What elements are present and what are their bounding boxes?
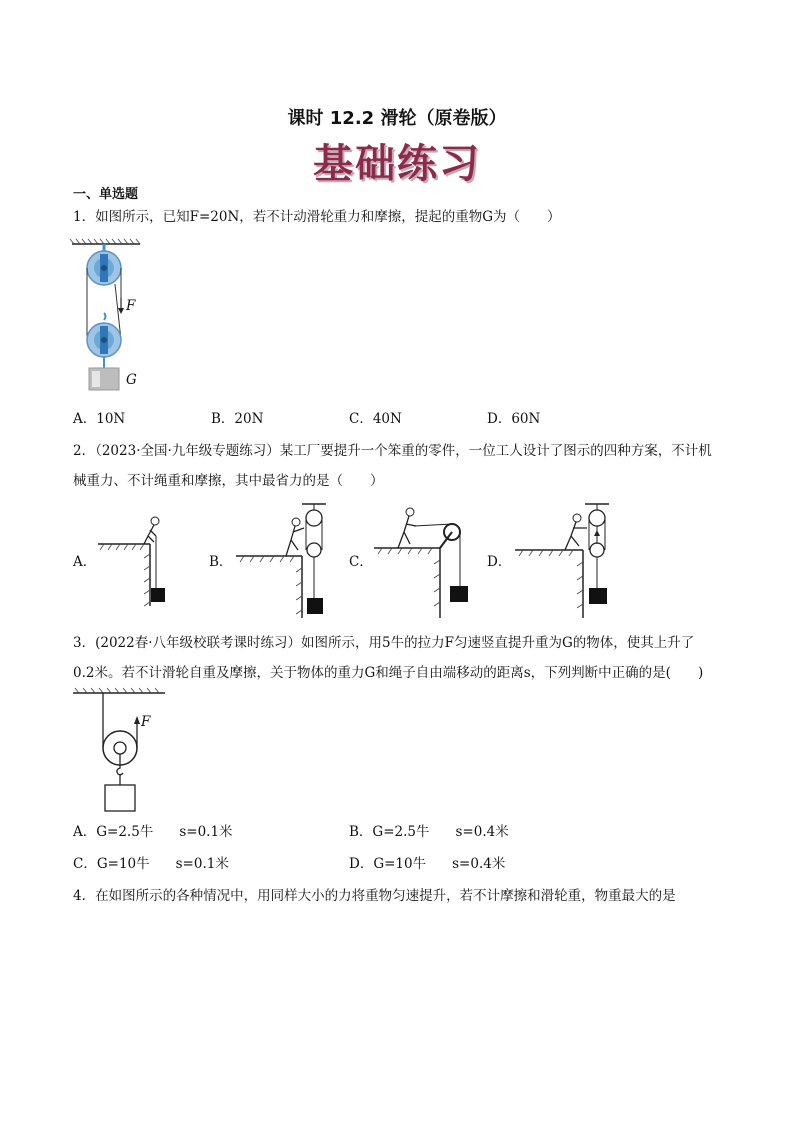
q3-stem-line1: 3．(2022春·八年级校联考课时练习）如图所示，用5牛的拉力F匀速竖直提升重为G的物体，使其上升了 [73,635,695,651]
q1-weight-label: G [126,372,137,388]
q1-option-d[interactable]: D．60N [487,411,541,427]
q3-option-a-weight: G=2.5牛 [96,824,154,840]
q2-stem-line2: 械重力、不计绳重和摩擦，其中最省力的是（ ） [73,473,384,489]
q3-pulley-figure [73,690,173,814]
q3-option-b[interactable] [349,822,509,842]
section-heading: 一、单选题 [73,187,139,202]
q3-option-a[interactable] [73,822,233,842]
q2-option-c[interactable]: C． [349,554,373,570]
q4-stem: 4．在如图所示的各种情况中，用同样大小的力将重物匀速提升，若不计摩擦和滑轮重，物重最大的是 [73,888,676,904]
q2-figure-a [98,508,180,608]
q3-option-c-weight: G=10牛 [96,856,150,872]
q2-option-a[interactable]: A． [73,554,97,570]
page-title: 课时 12.2 滑轮（原卷版） [287,108,507,129]
q3-option-c-distance: s=0.1米 [175,856,229,872]
q1-pulley-figure [70,238,160,398]
q1-stem: 1．如图所示，已知F=20N，若不计动滑轮重力和摩擦，提起的重物G为（ ） [73,209,561,225]
q3-option-d-letter: D． [349,856,374,872]
q1-force-label: F [126,298,136,314]
q3-stem-line2: 0.2米。若不计滑轮自重及摩擦，关于物体的重力G和绳子自由端移动的距离s，下列判断中正确的是( ) [73,665,704,681]
q3-option-c-letter: C． [73,856,97,872]
q3-force-label: F [141,714,151,730]
q2-figure-b [236,498,332,620]
q1-option-a[interactable]: A．10N [73,411,126,427]
q3-option-b-distance: s=0.4米 [455,824,509,840]
q3-option-b-weight: G=2.5牛 [372,824,430,840]
q3-option-b-letter: B． [349,824,373,840]
q3-option-d-distance: s=0.4米 [452,856,506,872]
q3-option-d[interactable] [349,854,505,874]
q1-option-b[interactable]: B．20N [211,411,264,427]
q2-option-d[interactable]: D． [487,554,512,570]
section-banner: 基础练习 [313,140,481,187]
q3-option-a-distance: s=0.1米 [179,824,233,840]
q2-option-b[interactable]: B． [209,554,233,570]
q2-stem-line1: 2．（2023·全国·九年级专题练习）某工厂要提升一个笨重的零件，一位工人设计了图示的四种方案，不计机 [73,443,712,459]
q3-option-d-weight: G=10牛 [373,856,427,872]
q3-option-c[interactable] [73,854,229,874]
q2-figure-d [515,498,611,620]
q3-option-a-letter: A． [73,824,97,840]
q1-option-c[interactable]: C．40N [349,411,402,427]
q2-figure-c [374,504,474,620]
